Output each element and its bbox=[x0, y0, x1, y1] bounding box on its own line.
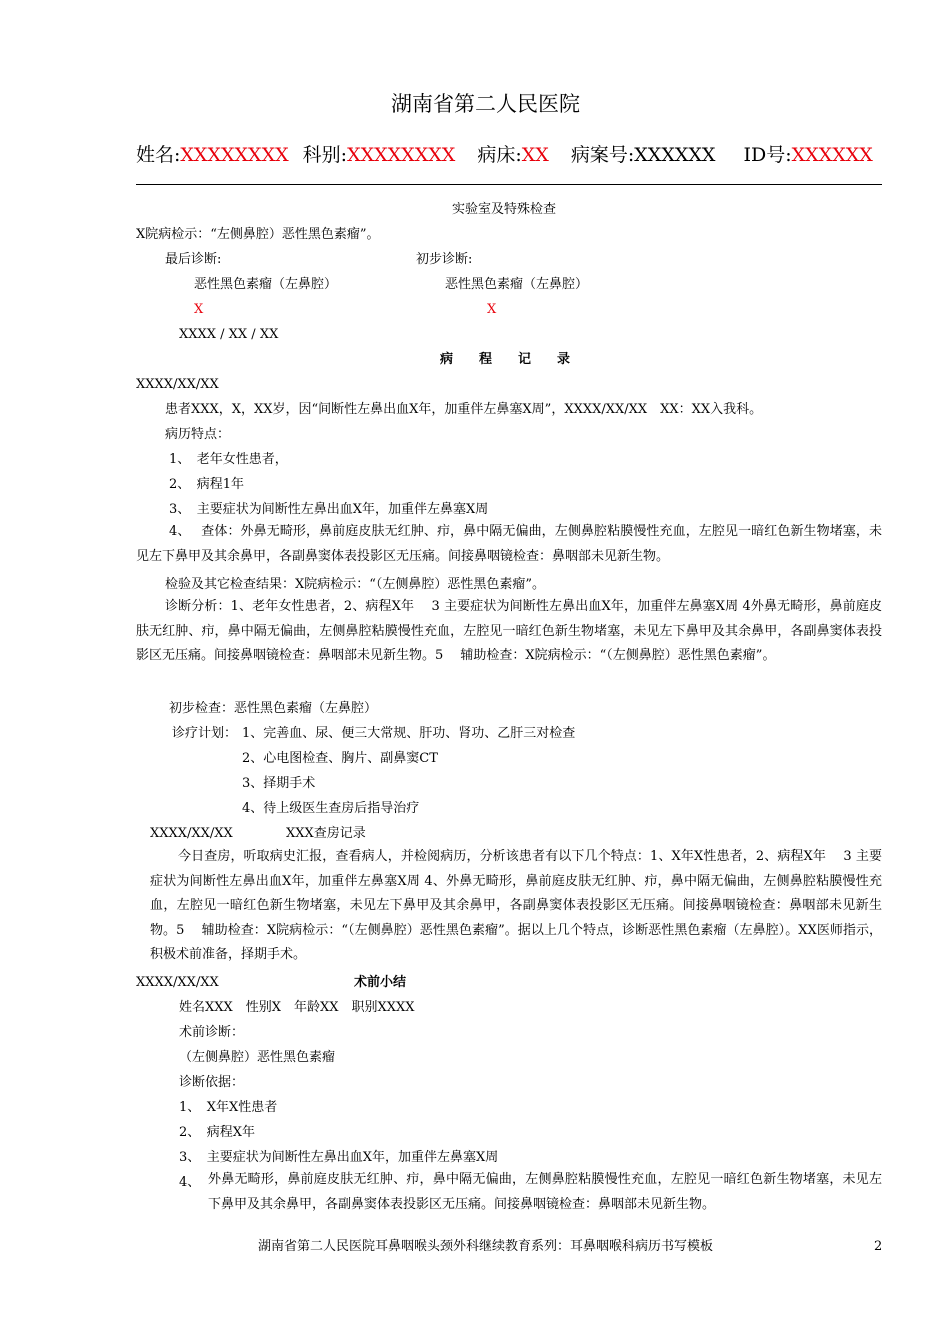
feature-item: 2、 病程1年 bbox=[169, 477, 245, 492]
course-record-date: XXXX/XX/XX bbox=[136, 377, 219, 392]
basis-item: 3、 主要症状为间断性左鼻出血X年，加重伴左鼻塞X周 bbox=[179, 1150, 499, 1165]
plan-item: 1、完善血、尿、便三大常规、肝功、肾功、乙肝三对检查 bbox=[242, 726, 576, 741]
final-diagnosis-label: 最后诊断: bbox=[165, 252, 222, 267]
basis-item-physical-exam: 外鼻无畸形，鼻前庭皮肤无红肿、疖，鼻中隔无偏曲，左侧鼻腔粘膜慢性充血，左腔见一暗红色新生物堵塞，未见左下鼻甲及其余鼻甲，各副鼻窦体表投影区无压痛。间接鼻咽镜检查：鼻咽部未见新生物。 bbox=[208, 1172, 882, 1212]
bed-value: XX bbox=[521, 144, 549, 166]
bed-label: 病床: bbox=[477, 144, 522, 166]
initial-diagnosis-value: 恶性黑色素瘤（左鼻腔） bbox=[445, 277, 589, 292]
ward-round-text: 今日查房，听取病史汇报，查看病人，并检阅病历，分析该患者有以下几个特点：1、X年X性患者，2、病程X年 3 主要症状为间断性左鼻出血X年，加重伴左鼻塞X周 4、外鼻无畸形，鼻前庭皮肤无红肿、疖，鼻中隔无偏曲，左侧鼻腔粘膜慢性充血，左腔见一暗红色新生物堵塞，未见左下鼻甲及其余鼻甲，各副鼻窦体表投影区无压痛。间接鼻咽镜检查：鼻咽部未见新生物。5 辅助检查：X院病检示：“（左侧鼻腔）恶性黑色素瘤”。据以上几个特点，诊断恶性黑色素瘤（左鼻腔）。XX医师指示，积极术前准备，择期手术。 bbox=[150, 849, 882, 962]
dept-label: 科别: bbox=[302, 144, 348, 166]
feature-item: 3、 主要症状为间断性左鼻出血X年，加重伴左鼻塞X周 bbox=[169, 502, 489, 517]
ward-round-title: XXX查房记录 bbox=[286, 826, 366, 841]
admission-intro: 患者XXX，X，XX岁，因“间断性左鼻出血X年，加重伴左鼻塞X周”，XXXX/XX/XX XX：XX入我科。 bbox=[165, 402, 763, 417]
diagnosis-analysis: 诊断分析：1、老年女性患者，2、病程X年 3 主要症状为间断性左鼻出血X年，加重伴左鼻塞X周 4外鼻无畸形，鼻前庭皮肤无红肿、疖，鼻中隔无偏曲，左侧鼻腔粘膜慢性充血，左腔见一暗红色新生物堵塞，未见左下鼻甲及其余鼻甲，各副鼻窦体表投影区无压痛。间接鼻咽镜检查：鼻咽部未见新生物。5 辅助检查：X院病检示：“（左侧鼻腔）恶性黑色素瘤”。 bbox=[136, 599, 882, 663]
preop-summary-title: 术前小结 bbox=[354, 975, 407, 990]
header-divider bbox=[136, 184, 882, 185]
ward-round-date: XXXX/XX/XX bbox=[150, 826, 233, 841]
basis-item-number: 4、 bbox=[179, 1175, 201, 1190]
footer-text: 湖南省第二人民医院耳鼻咽喉头颈外科继续教育系列：耳鼻咽喉科病历书写模板 bbox=[258, 1239, 714, 1254]
hospital-title: 湖南省第二人民医院 bbox=[391, 92, 580, 116]
patient-header bbox=[136, 142, 873, 168]
name-value: XXXXXXXX bbox=[180, 144, 289, 166]
lab-section-title: 实验室及特殊检查 bbox=[452, 202, 557, 217]
exam-results: 检验及其它检查结果：X院病检示：“（左侧鼻腔）恶性黑色素瘤”。 bbox=[165, 577, 546, 592]
dept-value: XXXXXXXX bbox=[347, 144, 456, 166]
id-value: XXXXXX bbox=[791, 144, 873, 166]
initial-exam: 初步检查：恶性黑色素瘤（左鼻腔） bbox=[169, 701, 378, 716]
lab-date: XXXX / XX / XX bbox=[179, 327, 279, 342]
diagnosis-basis-label: 诊断依据： bbox=[179, 1075, 245, 1090]
page-number: 2 bbox=[874, 1239, 883, 1254]
basis-item: 1、 X年X性患者 bbox=[179, 1100, 278, 1115]
preop-diagnosis: （左侧鼻腔）恶性黑色素瘤 bbox=[179, 1050, 336, 1065]
plan-item: 4、待上级医生查房后指导治疗 bbox=[242, 801, 420, 816]
pathology-result: X院病检示：“左侧鼻腔）恶性黑色素瘤”。 bbox=[136, 227, 380, 242]
feature-item-physical-exam: 4、 查体：外鼻无畸形，鼻前庭皮肤无红肿、疖，鼻中隔无偏曲，左侧鼻腔粘膜慢性充血，左腔见一暗红色新生物堵塞，未见左下鼻甲及其余鼻甲，各副鼻窦体表投影区无压痛。间接鼻咽镜检查：鼻咽部未见新生物。 bbox=[136, 524, 882, 564]
features-label: 病历特点： bbox=[165, 427, 231, 442]
name-label: 姓名: bbox=[136, 144, 181, 166]
final-diagnosis-sign: X bbox=[194, 302, 204, 317]
preop-diagnosis-label: 术前诊断： bbox=[179, 1025, 245, 1040]
final-diagnosis-value: 恶性黑色素瘤（左鼻腔） bbox=[194, 277, 338, 292]
course-record-title: 病 程 记 录 bbox=[440, 352, 571, 367]
id-label: ID号: bbox=[743, 144, 792, 166]
plan-item: 3、择期手术 bbox=[242, 776, 316, 791]
basis-item: 2、 病程X年 bbox=[179, 1125, 256, 1140]
preop-date: XXXX/XX/XX bbox=[136, 975, 219, 990]
record-number: 病案号:XXXXXX bbox=[570, 144, 716, 166]
feature-item: 1、 老年女性患者， bbox=[169, 452, 288, 467]
treatment-plan-label: 诊疗计划： bbox=[172, 726, 238, 741]
plan-item: 2、心电图检查、胸片、副鼻窦CT bbox=[242, 751, 438, 766]
patient-info: 姓名XXX 性别X 年龄XX 职别XXXX bbox=[179, 1000, 415, 1015]
initial-diagnosis-label: 初步诊断: bbox=[416, 252, 473, 267]
initial-diagnosis-sign: X bbox=[487, 302, 497, 317]
